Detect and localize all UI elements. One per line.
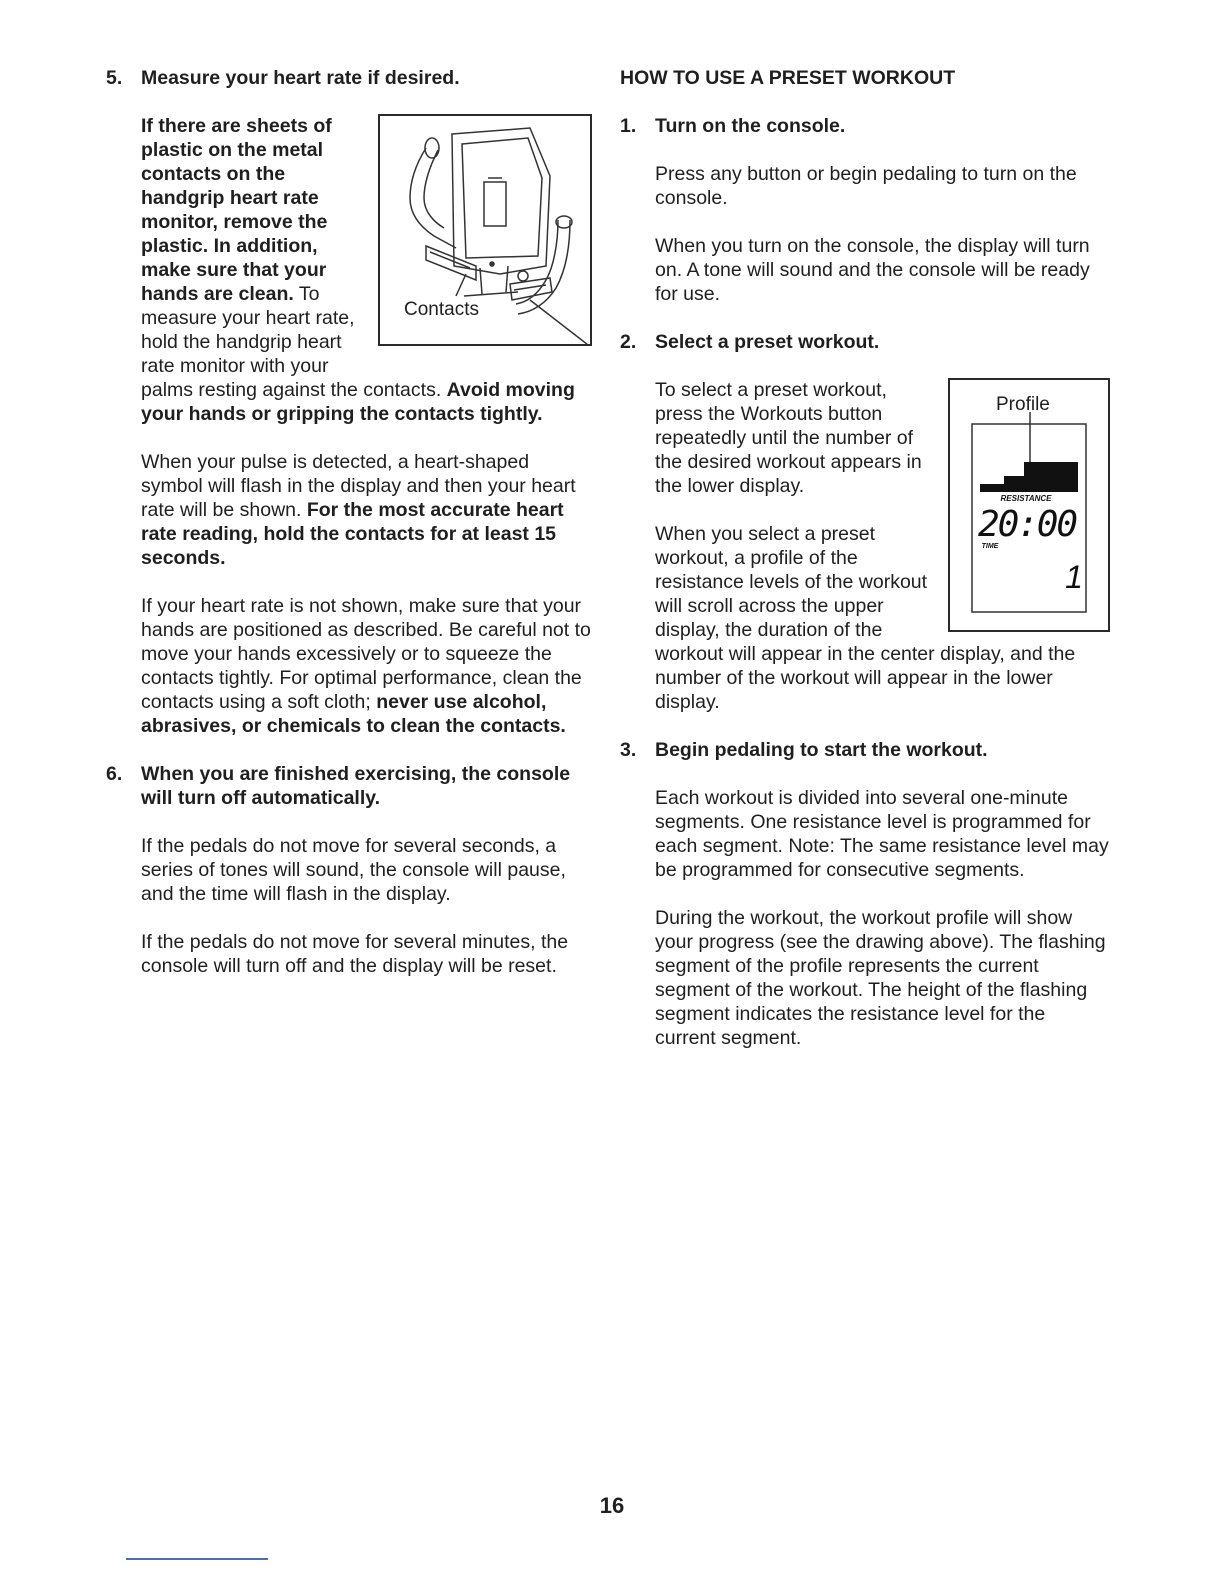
step-3-number: 3. xyxy=(620,739,637,761)
step-5-number: 5. xyxy=(106,67,123,89)
accurate-reading-tip: For the most accurate heart rate reading, hold the contacts for at least 15 seconds. xyxy=(141,499,564,569)
page-number: 16 xyxy=(599,1493,625,1518)
console-display-illustration xyxy=(950,380,1110,632)
pulse-detected-text: When your pulse is detected, a heart-shaped symbol will flash in the display and then your heart rate will be shown. xyxy=(141,451,576,521)
step-5-paragraph-1 xyxy=(141,114,592,426)
plastic-sheets-warning: If there are sheets of plastic on the metal contacts on the handgrip heart rate monitor, remove the plastic. In addition, make sure that your hands are clean. xyxy=(141,115,332,305)
step-3-heading xyxy=(620,738,1110,762)
section-title: HOW TO USE A PRESET WORKOUT xyxy=(620,67,956,89)
step-1-title: Turn on the console. xyxy=(655,115,846,137)
step-5-paragraph-2 xyxy=(141,450,592,570)
resistance-label: RESISTANCE xyxy=(1000,494,1052,503)
step-1-heading xyxy=(620,114,1110,138)
step-5-paragraph-3 xyxy=(141,594,592,738)
right-column xyxy=(620,66,1110,1050)
cleaning-warning: never use alcohol, abrasives, or chemicals to clean the contacts. xyxy=(141,691,566,737)
step-1-number: 1. xyxy=(620,115,637,137)
bottom-rule xyxy=(126,1558,268,1560)
step-6-title: When you are finished exercising, the console will turn off automatically. xyxy=(141,763,571,809)
step-2-text-block xyxy=(655,378,1110,714)
step-3-paragraph-2: During the workout, the workout profile will show your progress (see the drawing above). The flashing segment of the profile represents the current segment of the workout. The height of the flashing segment indicates the resistance level for the current segment. xyxy=(655,907,1106,1049)
step-6-paragraph-2: If the pedals do not move for several minutes, the console will turn off and the display will be reset. xyxy=(141,931,569,977)
handgrip-contacts-figure xyxy=(378,114,592,346)
step-6-paragraph-1: If the pedals do not move for several seconds, a series of tones will sound, the console will pause, and the time will flash in the display. xyxy=(141,835,566,905)
step-1-paragraph-2: When you turn on the console, the display will turn on. A tone will sound and the console will be ready for use. xyxy=(655,235,1090,305)
workout-number-readout: 1 xyxy=(1065,559,1083,595)
step-1-paragraph-1: Press any button or begin pedaling to turn on the console. xyxy=(655,163,1077,209)
troubleshoot-text: If your heart rate is not shown, make sure that your hands are positioned as described. Be careful not to move your hands excessively or to squeeze the contacts tightly. For optimal performance, clean the contacts using a soft cloth; xyxy=(141,595,591,713)
step-2-title: Select a preset workout. xyxy=(655,331,880,353)
step-5-title: Measure your heart rate if desired. xyxy=(141,67,460,89)
step-2-paragraph-1: To select a preset workout, press the Workouts button repeatedly until the number of the desired workout appears in the lower display. xyxy=(655,379,922,497)
profile-display-figure xyxy=(948,378,1110,632)
step-2-heading xyxy=(620,330,1110,354)
measure-instruction-text: To measure your heart rate, hold the handgrip heart rate monitor with your palms resting against the contacts. xyxy=(141,283,447,401)
step-3-title: Begin pedaling to start the workout. xyxy=(655,739,988,761)
step-5-heading xyxy=(106,66,592,90)
step-2-paragraph-2: When you select a preset workout, a profile of the resistance levels of the workout will scroll across the upper display, the duration of the workout will appear in the center display, and the number of the workout will appear in the lower display. xyxy=(655,523,1076,713)
avoid-moving-warning: Avoid moving your hands or gripping the contacts tightly. xyxy=(141,379,575,425)
step-6-heading xyxy=(106,762,592,810)
contacts-figure-label: Contacts xyxy=(404,299,479,320)
time-label: TIME xyxy=(981,543,999,550)
time-readout: 20:00 xyxy=(978,504,1078,545)
left-column xyxy=(106,66,592,978)
step-6-number: 6. xyxy=(106,763,123,785)
step-3-paragraph-1: Each workout is divided into several one-minute segments. One resistance level is programmed for each segment. Note: The same resistance level may be programmed for consecutive segments. xyxy=(655,787,1109,881)
step-2-number: 2. xyxy=(620,331,637,353)
profile-figure-label: Profile xyxy=(996,394,1050,415)
